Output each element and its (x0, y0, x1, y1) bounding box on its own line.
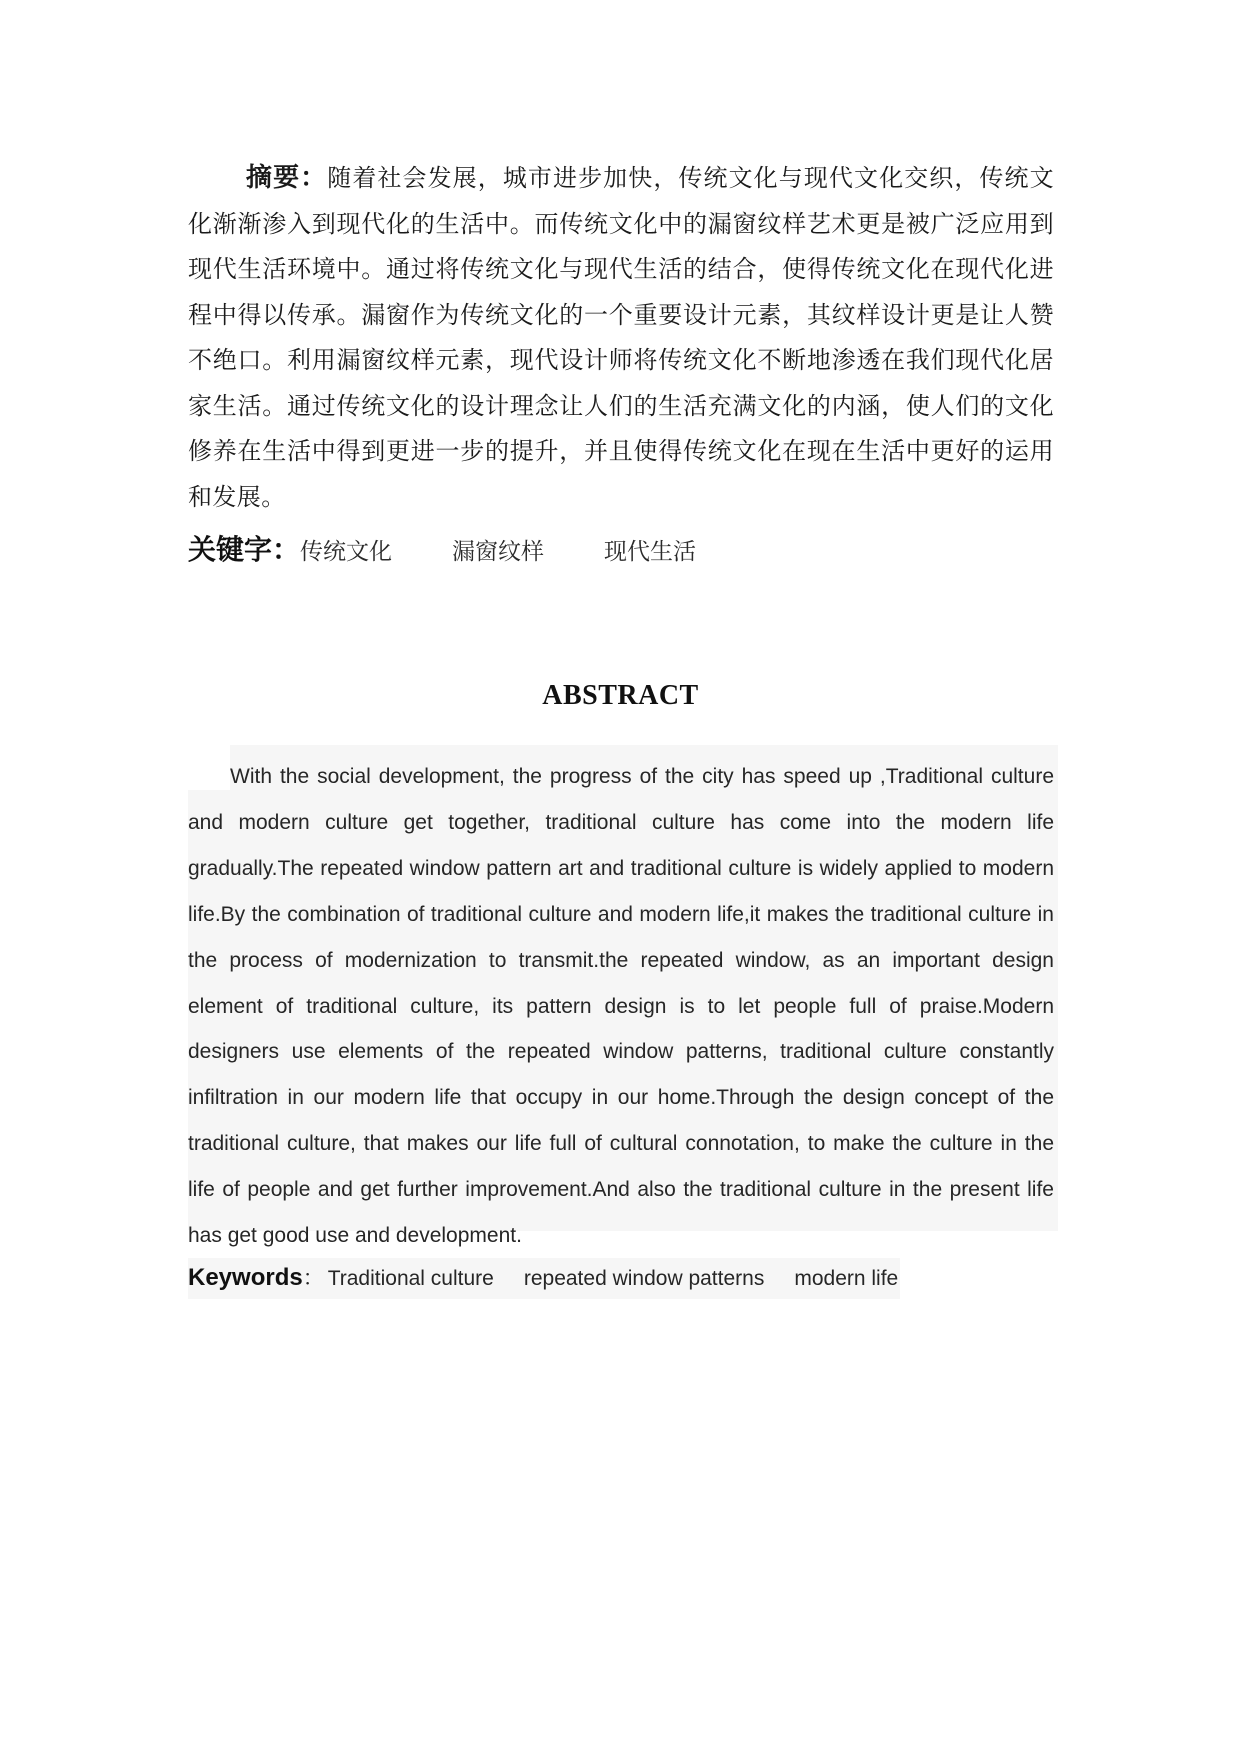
english-keywords-label: Keywords (188, 1264, 303, 1291)
chinese-keyword-1: 传统文化 (300, 539, 393, 565)
english-keywords (188, 1258, 900, 1299)
chinese-keywords-label: 关键字： (188, 533, 301, 566)
english-keyword-1: Traditional culture (327, 1267, 494, 1290)
chinese-abstract-body: 随着社会发展，城市进步加快，传统文化与现代文化交织，传统文化渐渐渗入到现代化的生活中。而传统文化中的漏窗纹样艺术更是被广泛应用到现代生活环境中。通过将传统文化与现代生活的结合，使得传统文化在现代化进程中得以传承。漏窗作为传统文化的一个重要设计元素，其纹样设计更是让人赞不绝口。利用漏窗纹样元素，现代设计师将传统文化不断地渗透在我们现代化居家生活。通过传统文化的设计理念让人们的生活充满文化的内涵，使人们的文化修养在生活中得到更进一步的提升，并且使得传统文化在现在生活中更好的运用和发展。 (188, 164, 1055, 511)
english-keyword-3: modern life (794, 1267, 899, 1290)
chinese-keyword-2: 漏窗纹样 (452, 539, 545, 565)
chinese-keyword-3: 现代生活 (604, 539, 697, 565)
english-abstract-body: With the social development, the progress of the city has speed up ,Traditional culture and modern culture get together, traditional culture has come into the modern life gradually.The repeated window pattern art and traditional culture is widely applied to modern life.By the combination of traditional culture and modern life,it makes the traditional culture in the process of modernization to transmit.the repeated window, as an important design element of traditional culture, its pattern design is to let people full of praise.Modern designers use elements of the repeated window patterns, traditional culture constantly infiltration in our modern life that occupy in our home.Through the design concept of the traditional culture, that makes our life full of cultural connotation, to make the culture in the life of people and get further improvement.And also the traditional culture in the present life has get good use and development. (188, 765, 1054, 1248)
chinese-abstract (188, 156, 1054, 520)
chinese-abstract-label: 摘要： (246, 163, 328, 193)
english-keywords-separator: ： (302, 1267, 324, 1290)
english-abstract-title: ABSTRACT (542, 680, 699, 711)
chinese-keywords (188, 530, 1054, 572)
english-keyword-2: repeated window patterns (523, 1267, 765, 1290)
